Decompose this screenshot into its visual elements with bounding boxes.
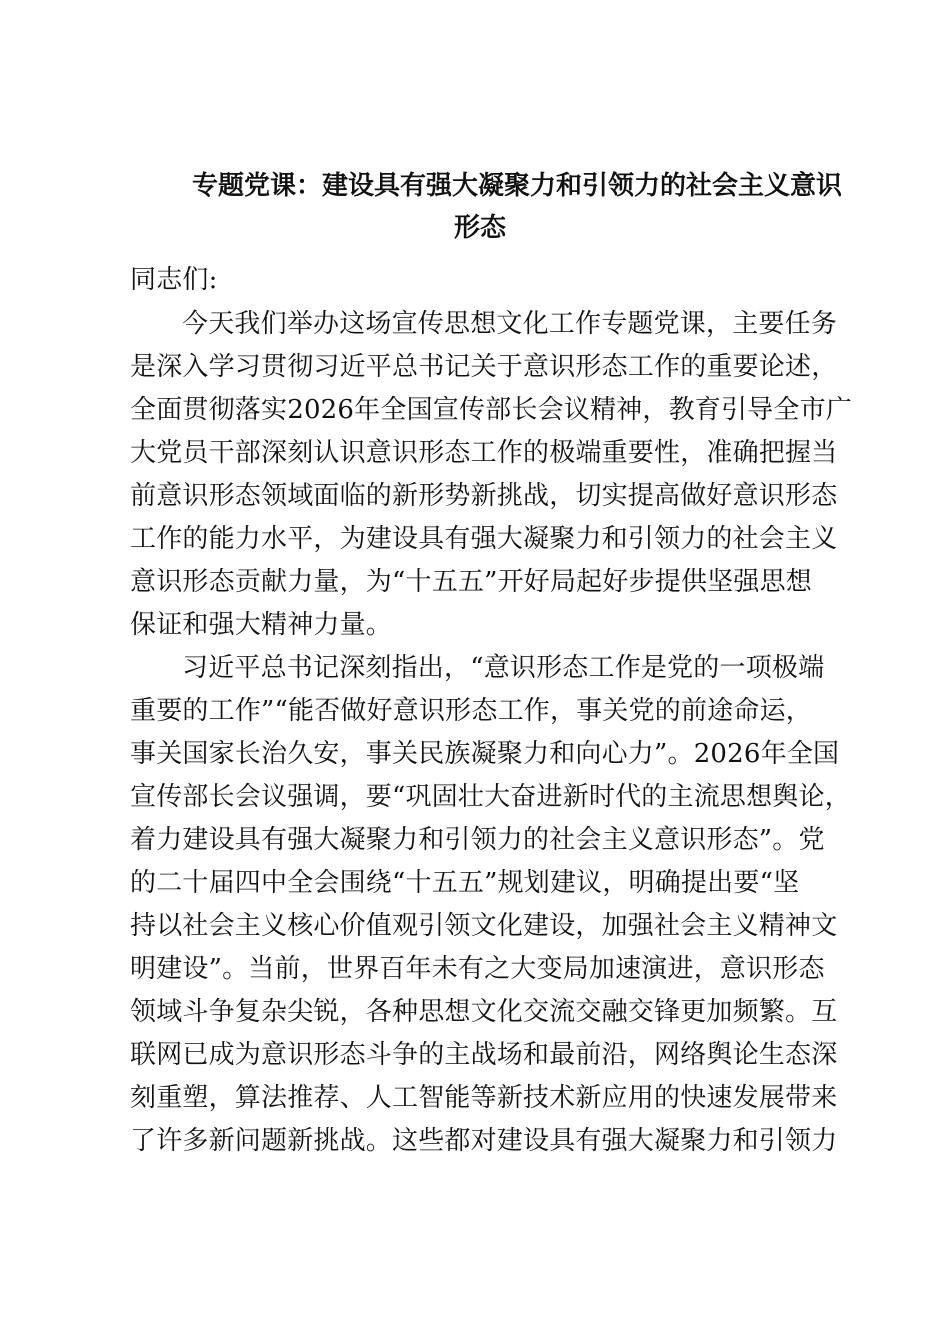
paragraph-1-line: 工作的能力水平，为建设具有强大凝聚力和引领力的社会主义 — [130, 524, 838, 554]
paragraph-1-line: 前意识形态领域面临的新形势新挑战，切实提高做好意识形态 — [130, 481, 838, 511]
paragraph-2-line: 的二十届四中全会围绕“十五五”规划建议，明确提出要“坚 — [130, 868, 800, 898]
paragraph-2-line: 着力建设具有强大凝聚力和引领力的社会主义意识形态”。党 — [130, 825, 825, 855]
paragraph-1-line: 全面贯彻落实2026年全国宣传部长会议精神，教育引导全市广 — [130, 395, 852, 425]
paragraph-2-line: 了许多新问题新挑战。这些都对建设具有强大凝聚力和引领力 — [130, 1126, 838, 1156]
paragraph-2-line: 明建设”。当前，世界百年未有之大变局加速演进，意识形态 — [130, 954, 825, 984]
paragraph-2-line: 刻重塑，算法推荐、人工智能等新技术新应用的快速发展带来 — [130, 1083, 838, 1113]
paragraph-1-line: 是深入学习贯彻习近平总书记关于意识形态工作的重要论述， — [130, 352, 838, 382]
paragraph-1-line: 意识形态贡献力量，为“十五五”开好局起好步提供坚强思想 — [130, 567, 812, 597]
paragraph-2-line: 联网已成为意识形态斗争的主战场和最前沿，网络舆论生态深 — [130, 1040, 838, 1070]
document-title-line-1: 专题党课：建设具有强大凝聚力和引领力的社会主义意识 — [192, 171, 843, 201]
paragraph-2-line: 持以社会主义核心价值观引领文化建设，加强社会主义精神文 — [130, 911, 838, 941]
greeting: 同志们: — [130, 265, 218, 295]
paragraph-2-line: 事关国家长治久安，事关民族凝聚力和向心力”。2026年全国 — [130, 739, 840, 769]
document-title-line-2: 形态 — [454, 213, 507, 243]
paragraph-1-line: 保证和强大精神力量。 — [130, 610, 393, 640]
paragraph-2-line: 习近平总书记深刻指出，“意识形态工作是党的一项极端 — [182, 653, 825, 683]
paragraph-1-line: 大党员干部深刻认识意识形态工作的极端重要性，准确把握当 — [130, 438, 838, 468]
paragraph-1-line: 今天我们举办这场宣传思想文化工作专题党课，主要任务 — [182, 309, 838, 339]
paragraph-2-line: 重要的工作”“能否做好意识形态工作，事关党的前途命运， — [130, 696, 812, 726]
paragraph-2-line: 领域斗争复杂尖锐，各种思想文化交流交融交锋更加频繁。互 — [130, 997, 838, 1027]
paragraph-2-line: 宣传部长会议强调，要“巩固壮大奋进新时代的主流思想舆论， — [130, 782, 851, 812]
